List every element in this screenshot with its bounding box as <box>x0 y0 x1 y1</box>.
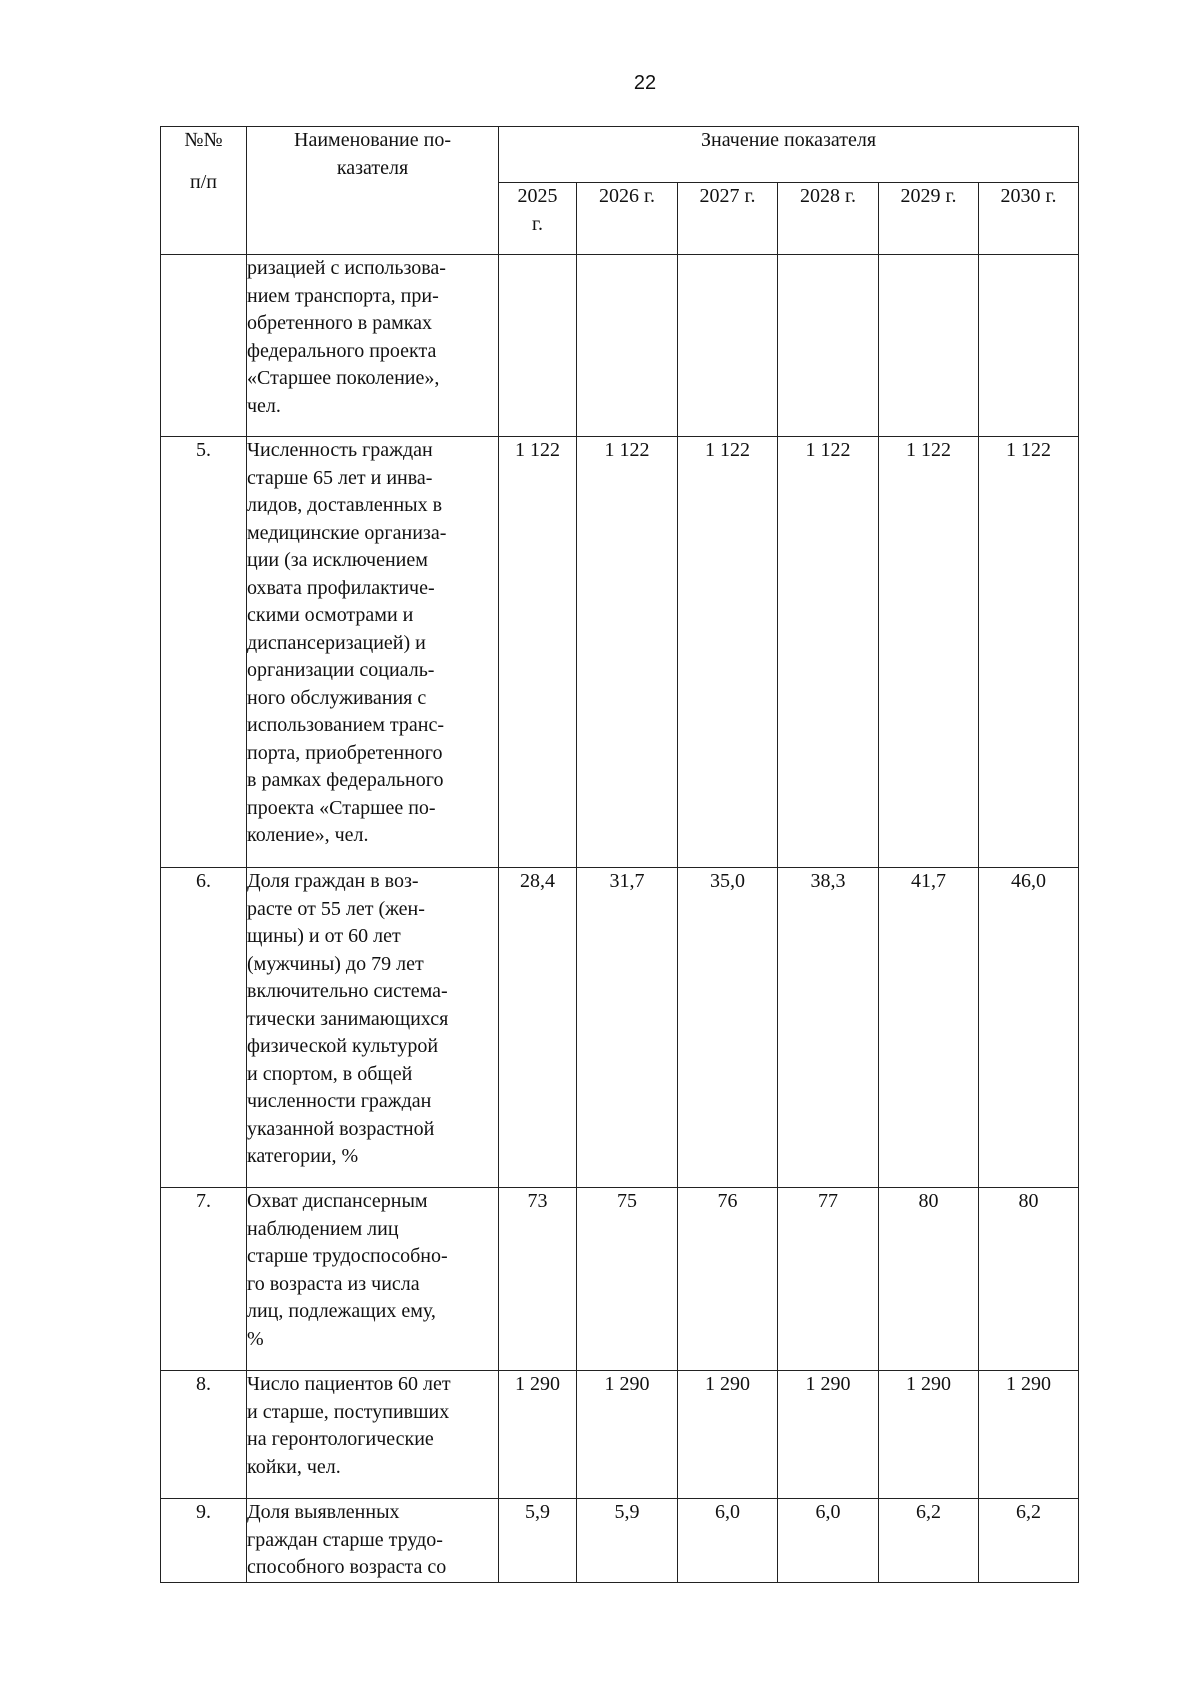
value-cell: 1 122 <box>979 437 1079 868</box>
table-row <box>161 255 1079 437</box>
value-cell: 1 122 <box>678 437 778 868</box>
value-cell: 1 290 <box>879 1371 979 1499</box>
value-cell: 1 290 <box>577 1371 678 1499</box>
header-year: 2028 г. <box>778 183 879 255</box>
page-number: 22 <box>633 72 657 94</box>
value-cell: 73 <box>499 1188 577 1371</box>
value-cell: 41,7 <box>879 868 979 1188</box>
table-row <box>161 1188 1079 1371</box>
table-row <box>161 437 1079 868</box>
value-cell: 38,3 <box>778 868 879 1188</box>
header-indicator-name <box>247 127 499 255</box>
value-cell: 35,0 <box>678 868 778 1188</box>
value-cell <box>879 255 979 437</box>
indicator-name: Охват диспансерным наблюдением лиц старше трудоспособно- го возраста из числа лиц, подлежащих ему, % <box>247 1188 499 1371</box>
value-cell: 80 <box>979 1188 1079 1371</box>
header-indicator-value: Значение показателя <box>499 127 1079 183</box>
value-cell: 76 <box>678 1188 778 1371</box>
value-cell <box>778 255 879 437</box>
header-number-line1: №№ <box>184 129 223 151</box>
indicator-name: Численность граждан старше 65 лет и инва- лидов, доставленных в медицинские организа- ции (за исключением охвата профилактиче- скими осмотрами и диспансеризацией) и организации социаль- ного обслуживания с использованием транс- порта, приобретенного в рамках федерального проекта «Старшее по- коление», чел. <box>247 437 499 868</box>
value-cell <box>979 255 1079 437</box>
value-cell: 1 122 <box>577 437 678 868</box>
value-cell <box>577 255 678 437</box>
value-cell: 77 <box>778 1188 879 1371</box>
header-number <box>161 127 247 255</box>
value-cell: 1 290 <box>979 1371 1079 1499</box>
value-cell: 1 122 <box>499 437 577 868</box>
row-number <box>161 255 247 437</box>
indicators-table <box>160 126 1079 1583</box>
value-cell: 6,2 <box>979 1499 1079 1583</box>
value-cell: 1 290 <box>778 1371 879 1499</box>
table-header <box>161 127 1079 255</box>
indicator-name: Число пациентов 60 лет и старше, поступивших на геронтологические койки, чел. <box>247 1371 499 1499</box>
value-cell: 6,0 <box>778 1499 879 1583</box>
indicator-name: Доля граждан в воз- расте от 55 лет (жен- щины) и от 60 лет (мужчины) до 79 лет включительно система- тически занимающихся физической культурой и спортом, в общей численности граждан указанной возрастной категории, % <box>247 868 499 1188</box>
header-indicator-name-text: Наименование по- казателя <box>294 129 451 179</box>
value-cell: 5,9 <box>577 1499 678 1583</box>
value-cell: 28,4 <box>499 868 577 1188</box>
value-cell: 6,2 <box>879 1499 979 1583</box>
row-number: 7. <box>161 1188 247 1371</box>
value-cell: 1 122 <box>778 437 879 868</box>
value-cell: 1 122 <box>879 437 979 868</box>
value-cell: 1 290 <box>499 1371 577 1499</box>
header-number-line2: п/п <box>190 170 217 193</box>
value-cell: 5,9 <box>499 1499 577 1583</box>
value-cell: 31,7 <box>577 868 678 1188</box>
row-number: 8. <box>161 1371 247 1499</box>
header-year: 2029 г. <box>879 183 979 255</box>
value-cell <box>499 255 577 437</box>
value-cell: 6,0 <box>678 1499 778 1583</box>
indicator-name: Доля выявленных граждан старше трудо- способного возраста со <box>247 1499 499 1583</box>
indicator-name: ризацией с использова- нием транспорта, при- обретенного в рамках федерального проекта «Старшее поколение», чел. <box>247 255 499 437</box>
table-body <box>161 255 1079 1583</box>
row-number: 9. <box>161 1499 247 1583</box>
header-year: 2026 г. <box>577 183 678 255</box>
value-cell <box>678 255 778 437</box>
header-year: 2025 г. <box>499 183 577 255</box>
value-cell: 80 <box>879 1188 979 1371</box>
header-year: 2027 г. <box>678 183 778 255</box>
table-row <box>161 1499 1079 1583</box>
value-cell: 75 <box>577 1188 678 1371</box>
row-number: 6. <box>161 868 247 1188</box>
value-cell: 46,0 <box>979 868 1079 1188</box>
table-row <box>161 868 1079 1188</box>
row-number: 5. <box>161 437 247 868</box>
header-year: 2030 г. <box>979 183 1079 255</box>
table-row <box>161 1371 1079 1499</box>
value-cell: 1 290 <box>678 1371 778 1499</box>
